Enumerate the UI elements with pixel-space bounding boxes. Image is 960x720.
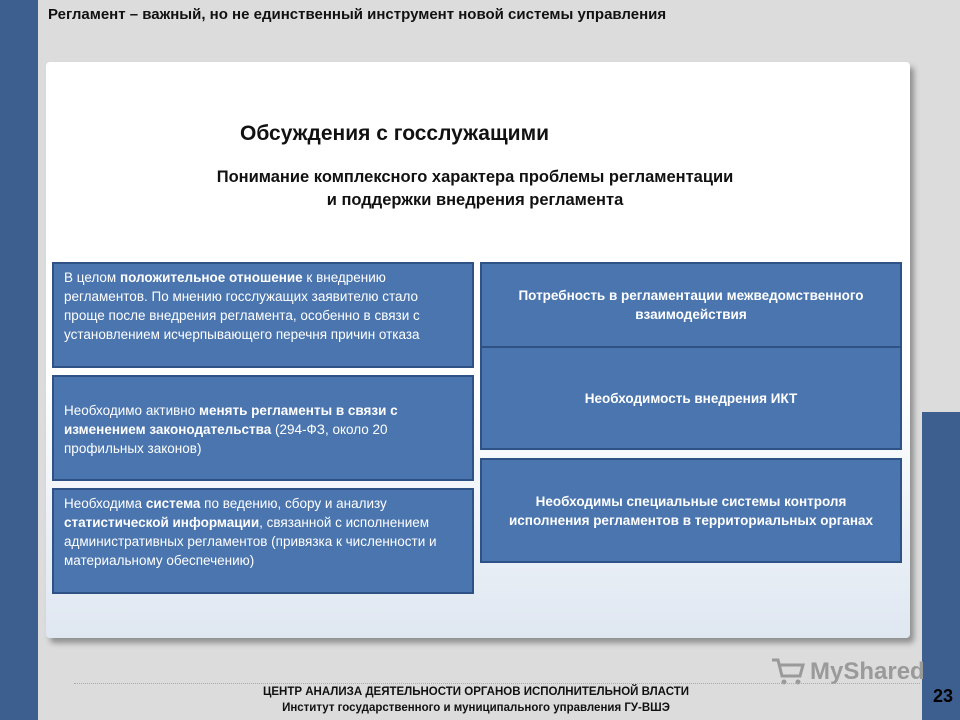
content-heading: Обсуждения с госслужащими: [240, 122, 550, 145]
left-box-3-bold: система: [145, 496, 201, 511]
subheading-line-2: и поддержки внедрения регламента: [326, 191, 624, 209]
left-box-3-text-2: по ведению, сбору и анализу: [200, 496, 387, 511]
watermark-cart-icon: [770, 656, 806, 686]
slide-title: Регламент – важный, но не единственный инструмент новой системы управления: [48, 6, 667, 23]
page-number: 23: [932, 686, 954, 706]
watermark-text: MyShared: [810, 658, 925, 685]
subheading-line-1: Понимание комплексного характера проблемы регламентации: [216, 168, 734, 186]
watermark: [770, 656, 925, 690]
left-box-2-text-2: (294-ФЗ, около 20 профильных законов): [64, 422, 388, 456]
footer-divider: [74, 683, 920, 684]
right-box-2: [480, 346, 902, 450]
left-box-3-bold-2: статистической информации: [64, 515, 260, 530]
footer-institute: Институт государственного и муниципального управления ГУ-ВШЭ: [282, 702, 670, 714]
left-box-1: [52, 262, 474, 368]
right-box-2-text: Необходимость внедрения ИКТ: [584, 390, 798, 406]
left-box-2-bold: менять регламенты в связи с изменением законодательства: [64, 403, 398, 437]
left-box-1-bold: положительное отношение: [119, 270, 303, 285]
left-box-3: [52, 488, 474, 594]
footer-organization: ЦЕНТР АНАЛИЗА ДЕЯТЕЛЬНОСТИ ОРГАНОВ ИСПОЛНИТЕЛЬНОЙ ВЛАСТИ: [262, 686, 690, 698]
left-box-2: [52, 375, 474, 481]
left-box-1-text: В целом: [64, 270, 120, 285]
left-box-3-text: Необходима: [64, 496, 146, 511]
right-box-3: [480, 458, 902, 563]
left-box-1-text-2: к внедрению регламентов. По мнению госслужащих заявителю стало проще после внедрения регламента, особенно в связи с установлением исчерпывающего перечня причин отказа: [64, 270, 420, 342]
right-box-1-text: Потребность в регламентации межведомственного взаимодействия: [518, 288, 864, 322]
right-accent-block: [922, 412, 960, 720]
left-box-3-text-3: , связанной с исполнением административных регламентов (привязка к численности и материальному обеспечению): [64, 515, 437, 568]
left-accent-bar: [0, 0, 38, 720]
left-box-2-text: Необходимо активно: [64, 403, 199, 418]
right-box-3-text: Необходимы специальные системы контроля исполнения регламентов в территориальных органах: [509, 493, 873, 528]
right-box-1: [480, 262, 902, 348]
content-subheading: [90, 166, 860, 212]
